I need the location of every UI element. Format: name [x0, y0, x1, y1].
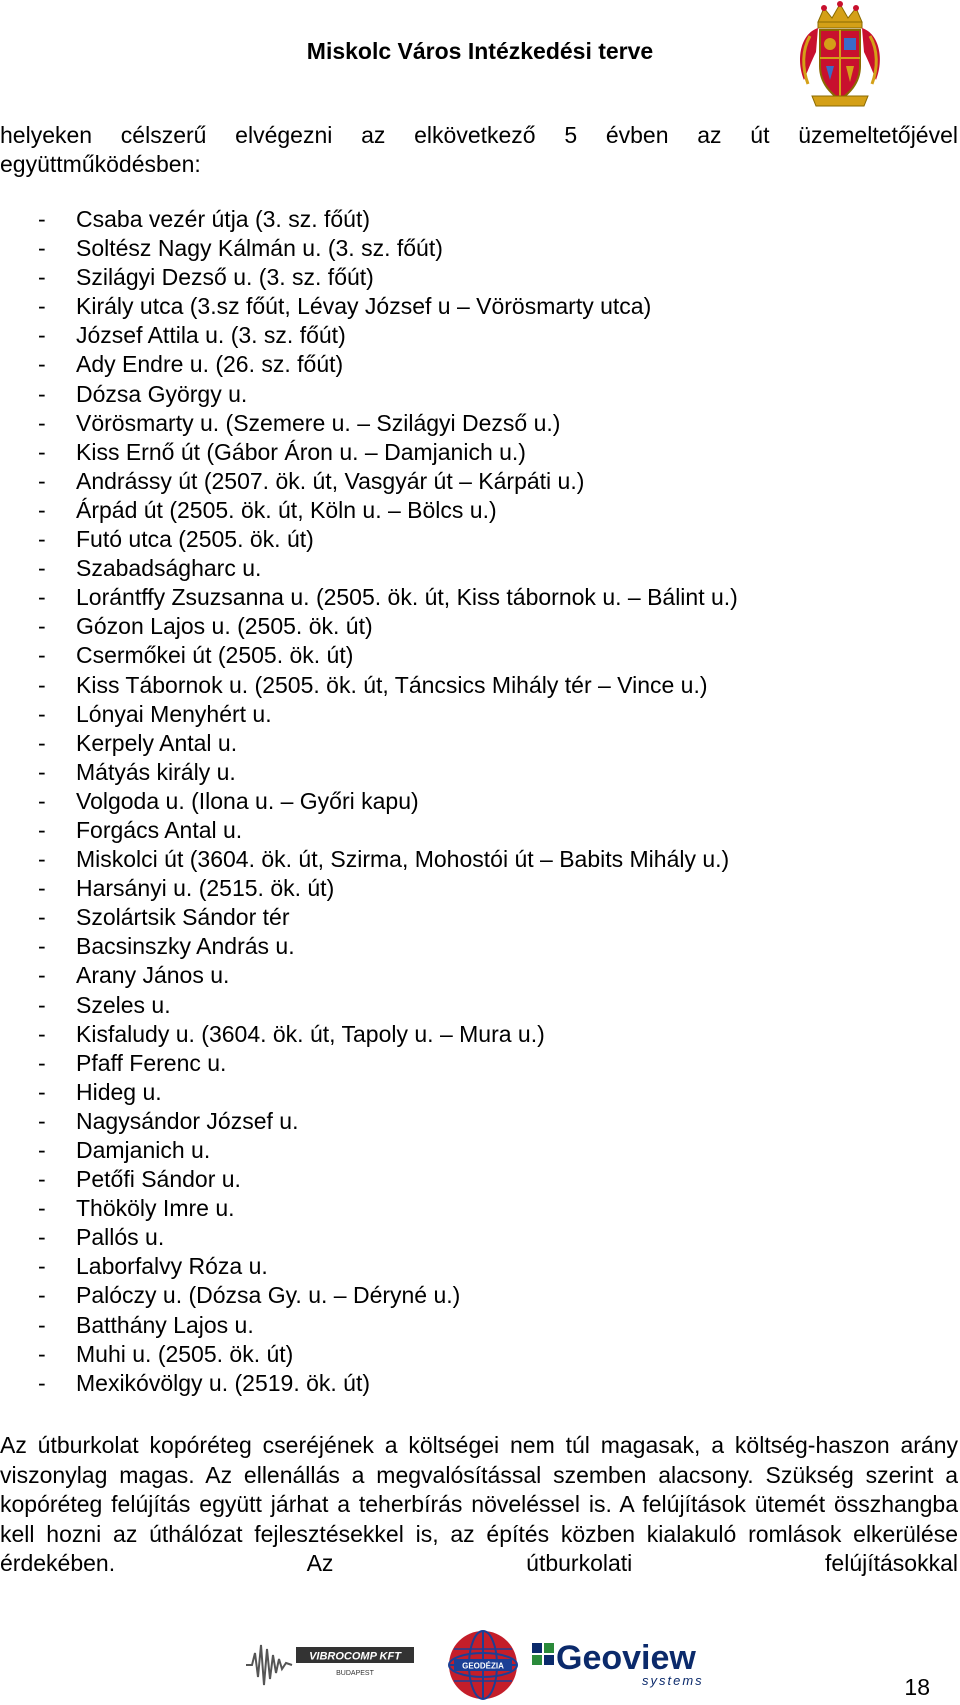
street-name: Nagysándor József u. [76, 1107, 299, 1134]
street-name: Miskolci út (3604. ök. út, Szirma, Mohostói út – Babits Mihály u.) [76, 846, 730, 873]
coat-of-arms-icon [790, 0, 890, 110]
list-bullet: - [38, 1369, 46, 1396]
street-list-item [38, 1281, 738, 1310]
street-list-item [38, 729, 738, 758]
street-name: Hideg u. [76, 1078, 162, 1105]
street-list-item [38, 1194, 738, 1223]
street-name: Lorántffy Zsuzsanna u. (2505. ök. út, Kiss tábornok u. – Bálint u.) [76, 584, 738, 611]
street-list-item [38, 1020, 738, 1049]
geodezia-globe-logo [440, 1625, 526, 1705]
list-bullet: - [38, 1107, 46, 1134]
street-list-item [38, 554, 738, 583]
street-list-item [38, 845, 738, 874]
list-bullet: - [38, 700, 46, 727]
street-name: Csaba vezér útja (3. sz. főút) [76, 206, 371, 232]
street-name: Palóczy u. (Dózsa Gy. u. – Déryné u.) [76, 1282, 461, 1309]
street-name: Bacsinszky András u. [76, 933, 295, 960]
street-name: József Attila u. (3. sz. főút) [76, 322, 346, 349]
list-bullet: - [38, 1137, 46, 1163]
list-bullet: - [38, 526, 46, 553]
street-name: Szabadságharc u. [76, 555, 262, 582]
street-name: Király utca (3.sz főút, Lévay József u – Vörösmarty utca) [76, 293, 652, 320]
list-bullet: - [38, 613, 46, 640]
list-bullet: - [38, 729, 46, 756]
street-name: Volgoda u. (Ilona u. – Győri kapu) [76, 787, 419, 814]
street-name: Gózon Lajos u. (2505. ök. út) [76, 613, 373, 640]
list-bullet: - [38, 467, 46, 494]
street-list-item [38, 496, 738, 525]
street-list-item [38, 292, 738, 321]
intro-paragraph [0, 121, 958, 179]
street-name: Futó utca (2505. ök. út) [76, 526, 314, 553]
geoview-logo-text: Geoview [556, 1639, 696, 1677]
street-name: Laborfalvy Róza u. [76, 1253, 268, 1280]
page-number: 18 [904, 1674, 930, 1700]
list-bullet: - [38, 875, 46, 902]
list-bullet: - [38, 206, 46, 232]
street-name: Forgács Antal u. [76, 816, 243, 843]
list-bullet: - [38, 409, 46, 436]
street-name: Szilágyi Dezső u. (3. sz. főút) [76, 264, 374, 291]
street-name: Ady Endre u. (26. sz. főút) [76, 351, 344, 378]
geoview-logo-subtext: systems [642, 1673, 704, 1688]
list-bullet: - [38, 555, 46, 582]
street-list-item [38, 1049, 738, 1078]
street-name: Pallós u. [76, 1224, 165, 1251]
vibrocomp-logo-text: VIBROCOMP KFT [309, 1650, 401, 1663]
street-list-item [38, 350, 738, 379]
street-list-item [38, 525, 738, 554]
list-bullet: - [38, 642, 46, 669]
street-list-item [38, 380, 738, 409]
street-name: Thököly Imre u. [76, 1195, 235, 1222]
street-name: Kerpely Antal u. [76, 729, 238, 756]
list-bullet: - [38, 904, 46, 931]
list-bullet: - [38, 1166, 46, 1193]
list-bullet: - [38, 496, 46, 523]
street-name: Arany János u. [76, 962, 230, 989]
street-name: Vörösmarty u. (Szemere u. – Szilágyi Dezső u.) [76, 409, 561, 436]
street-name: Csermőkei út (2505. ök. út) [76, 642, 354, 669]
list-bullet: - [38, 584, 46, 611]
list-bullet: - [38, 1020, 46, 1047]
street-name: Mátyás király u. [76, 758, 236, 785]
street-name: Szeles u. [76, 991, 171, 1018]
vibrocomp-logo-subtext: BUDAPEST [336, 1670, 374, 1677]
street-name: Árpád út (2505. ök. út, Köln u. – Bölcs u.) [76, 496, 497, 523]
list-bullet: - [38, 264, 46, 291]
street-name: Petőfi Sándor u. [76, 1166, 241, 1193]
street-list-item [38, 1165, 738, 1194]
list-bullet: - [38, 235, 46, 262]
street-list-item [38, 903, 738, 932]
geodezia-logo-text: GEODÉZIA [462, 1661, 504, 1671]
street-list-item [38, 263, 738, 292]
street-name: Kiss Tábornok u. (2505. ök. út, Táncsics Mihály tér – Vince u.) [76, 671, 708, 698]
list-bullet: - [38, 962, 46, 989]
list-bullet: - [38, 1195, 46, 1222]
street-list-item [38, 321, 738, 350]
street-list-item [38, 1136, 738, 1165]
street-name: Soltész Nagy Kálmán u. (3. sz. főút) [76, 235, 443, 262]
street-name: Lónyai Menyhért u. [76, 700, 272, 727]
street-list-item [38, 583, 738, 612]
list-bullet: - [38, 322, 46, 349]
list-bullet: - [38, 1282, 46, 1309]
list-bullet: - [38, 991, 46, 1018]
vibrocomp-logo [246, 1635, 446, 1690]
street-list-item [38, 671, 738, 700]
street-name: Muhi u. (2505. ök. út) [76, 1340, 294, 1367]
list-bullet: - [38, 1311, 46, 1338]
street-list-item [38, 700, 738, 729]
list-bullet: - [38, 758, 46, 785]
list-bullet: - [38, 1340, 46, 1367]
street-name: Damjanich u. [76, 1137, 211, 1163]
footer [0, 1625, 960, 1695]
geoview-logo [530, 1637, 730, 1692]
street-list-item [38, 409, 738, 438]
street-name: Dózsa György u. [76, 380, 248, 407]
intro-text: helyeken célszerű elvégezni az elkövetkező 5 évben az út üzemeltetőjével együttműködésben: [0, 122, 958, 177]
list-bullet: - [38, 1253, 46, 1280]
street-list-item [38, 1223, 738, 1252]
street-list-item [38, 787, 738, 816]
list-bullet: - [38, 438, 46, 465]
street-list [38, 205, 738, 1398]
street-list-item [38, 205, 738, 234]
list-bullet: - [38, 846, 46, 873]
list-bullet: - [38, 1078, 46, 1105]
street-list-item [38, 467, 738, 496]
list-bullet: - [38, 671, 46, 698]
street-list-item [38, 816, 738, 845]
body-paragraph: Az útburkolat kopóréteg cseréjének a költségei nem túl magasak, a költség-haszon arány viszonylag magas. Az ellenállás a megvalósítással szemben alacsony. Szükség szerint a kopóréteg felújítás együtt járhat a teherbírás növeléssel is. A felújítások ütemét összhangba kell hozni az úthálózat fejlesztésekkel is, az építés közben kialakuló romlások elkerülése érdekében. Az útburkolati felújításokkal [0, 1432, 958, 1576]
street-name: Kiss Ernő út (Gábor Áron u. – Damjanich u.) [76, 438, 526, 465]
street-list-item [38, 1107, 738, 1136]
street-name: Harsányi u. (2515. ök. út) [76, 875, 335, 902]
list-bullet: - [38, 933, 46, 960]
street-name: Andrássy út (2507. ök. út, Vasgyár út – Kárpáti u.) [76, 467, 585, 494]
street-list-item [38, 932, 738, 961]
list-bullet: - [38, 293, 46, 320]
street-list-item [38, 1311, 738, 1340]
street-list-item [38, 991, 738, 1020]
street-list-item [38, 874, 738, 903]
street-list-item [38, 234, 738, 263]
street-name: Szolártsik Sándor tér [76, 904, 290, 931]
street-list-item [38, 758, 738, 787]
list-bullet: - [38, 787, 46, 814]
street-name: Kisfaludy u. (3604. ök. út, Tapoly u. – Mura u.) [76, 1020, 545, 1047]
page-header-title: Miskolc Város Intézkedési terve [306, 38, 654, 64]
street-list-item [38, 1340, 738, 1369]
street-list-item [38, 1369, 738, 1398]
list-bullet: - [38, 380, 46, 407]
list-bullet: - [38, 1224, 46, 1251]
list-bullet: - [38, 816, 46, 843]
street-list-item [38, 961, 738, 990]
street-list-item [38, 438, 738, 467]
street-list-item [38, 1252, 738, 1281]
list-bullet: - [38, 351, 46, 378]
list-bullet: - [38, 1049, 46, 1076]
street-list-item [38, 1078, 738, 1107]
street-list-item [38, 612, 738, 641]
street-name: Batthány Lajos u. [76, 1311, 254, 1338]
street-list-item [38, 641, 738, 670]
street-name: Pfaff Ferenc u. [76, 1049, 227, 1076]
street-name: Mexikóvölgy u. (2519. ök. út) [76, 1369, 371, 1396]
